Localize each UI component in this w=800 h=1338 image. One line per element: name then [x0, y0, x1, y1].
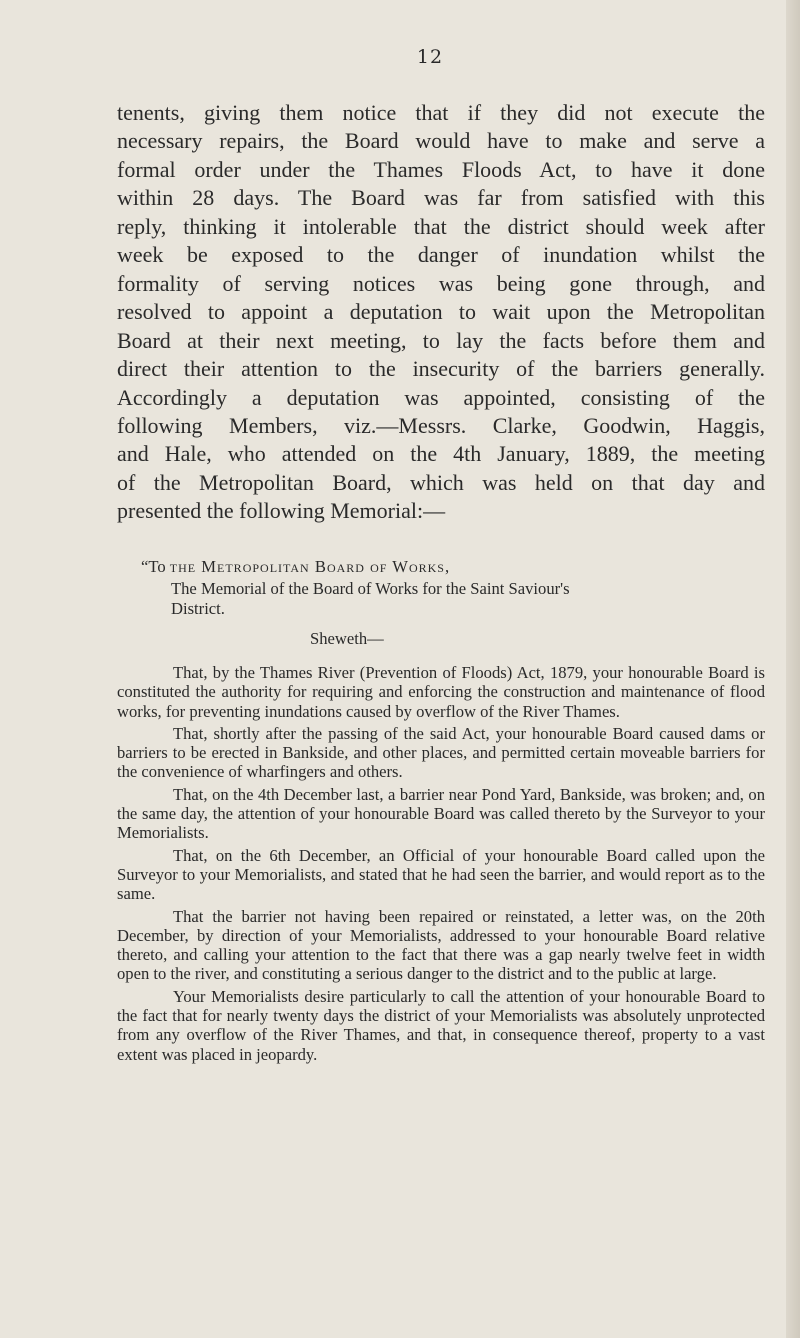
memorial-paragraphs [117, 663, 765, 1064]
body-line: necessary repairs, the Board would have to make and serve a [117, 128, 765, 154]
body-line: tenents, giving them notice that if they did not execute the [117, 100, 765, 125]
memorial-paragraph: That, shortly after the passing of the said Act, your honourable Board caused dams or barriers to be erected in Bankside, and other places, and permitted certain moveable barriers for the convenience of wharfingers and others. [117, 723, 765, 782]
body-line: reply, thinking it intolerable that the district should week after [117, 213, 765, 239]
memorial-designation-cont: District. [171, 599, 225, 618]
memorial [117, 557, 765, 1067]
memorial-paragraph: Your Memorialists desire particularly to call the attention of your honourable Board to the fact that for nearly twenty days the district of your Memorialists was absolutely unprotected from any overflow of the River Thames, and that, in consequence thereof, property to a vast extent was placed in jeopardy. [117, 986, 765, 1064]
body-line: following Members, viz.—Messrs. Clarke, Goodwin, Haggis, [117, 412, 765, 438]
body-text [117, 99, 765, 526]
body-line: direct their attention to the insecurity of the barriers generally. [117, 356, 765, 382]
body-line: presented the following Memorial:— [117, 498, 446, 524]
body-line: of the Metropolitan Board, which was held on that day and [117, 469, 765, 495]
body-line: week be exposed to the danger of inundation whilst the [117, 242, 765, 268]
addressee-prefix: “To [141, 557, 166, 576]
page-edge [786, 0, 800, 1338]
body-line: formal order under the Thames Floods Act, to have it done [117, 156, 765, 182]
body-line: and Hale, who attended on the 4th January, 1889, the meeting [117, 441, 765, 467]
memorial-designation: The Memorial of the Board of Works for the Saint Saviour's [171, 579, 570, 598]
memorial-paragraph: That, by the Thames River (Prevention of Floods) Act, 1879, your honourable Board is constituted the authority for requiring and enforcing the construction and maintenance of flood works, for preventing inundations caused by overflow of the River Thames. [117, 663, 765, 721]
memorial-sheweth: Sheweth— [310, 629, 384, 648]
memorial-addressee [141, 557, 765, 577]
body-line: within 28 days. The Board was far from satisfied with this [117, 185, 765, 211]
memorial-paragraph: That, on the 4th December last, a barrier near Pond Yard, Bankside, was broken; and, on the same day, the attention of your honourable Board was called thereto by the Surveyor to your Memorialists. [117, 784, 765, 843]
body-line: resolved to appoint a deputation to wait upon the Metropolitan [117, 299, 765, 325]
memorial-paragraph: That the barrier not having been repaired or reinstated, a letter was, on the 20th December, by direction of your Memorialists, addressed to your honourable Board relative thereto, and calling your attention to the fact that there was a gap nearly twelve feet in width open to the river, and constituting a serious danger to the district and to the public at large. [117, 906, 765, 984]
body-line: Board at their next meeting, to lay the facts before them and [117, 327, 765, 353]
page-number: 12 [416, 46, 444, 68]
memorial-paragraph: That, on the 6th December, an Official of your honourable Board called upon the Surveyor to your Memorialists, and stated that he had seen the barrier, and would report as to the same. [117, 845, 765, 904]
body-line: formality of serving notices was being gone through, and [117, 270, 765, 296]
addressee-name: the Metropolitan Board of Works, [169, 557, 451, 576]
body-line: Accordingly a deputation was appointed, consisting of the [117, 384, 765, 410]
